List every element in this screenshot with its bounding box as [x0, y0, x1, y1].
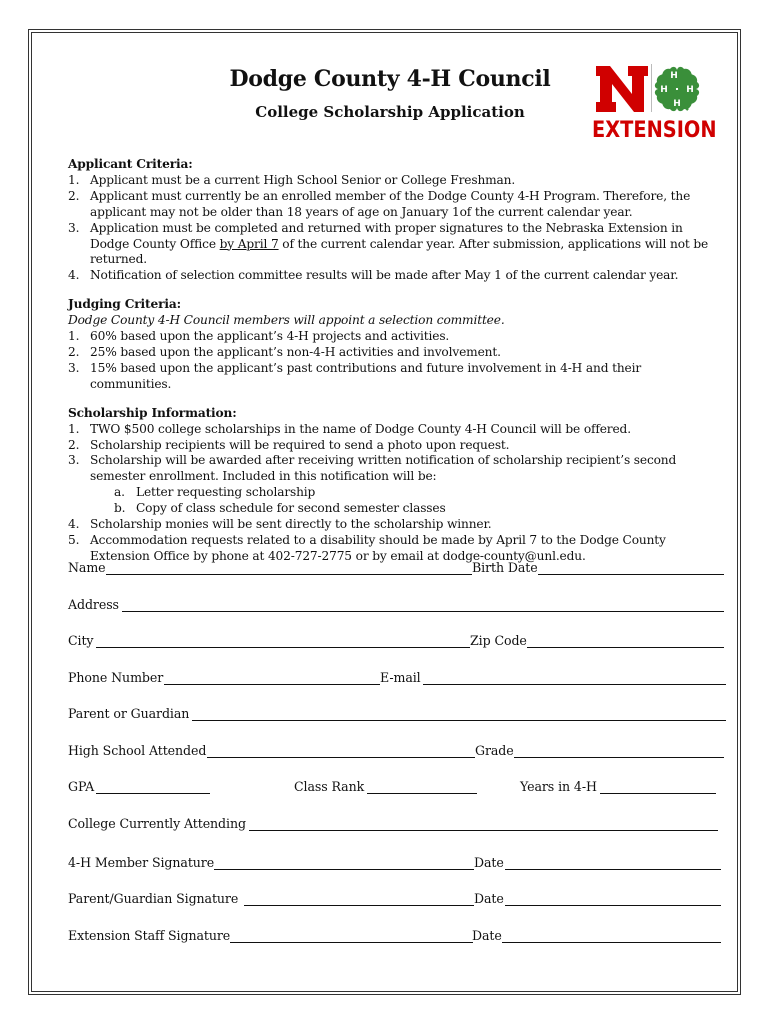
- form-row-city: [68, 633, 728, 651]
- parent-date-field[interactable]: [505, 905, 721, 906]
- name-label: Name: [68, 560, 106, 575]
- member-signature-label: 4-H Member Signature: [68, 855, 215, 870]
- birth-date-field[interactable]: [538, 574, 724, 575]
- criteria-content: [68, 157, 718, 565]
- phone-number-label: Phone Number: [68, 670, 164, 685]
- parent-guardian-label: Parent or Guardian: [68, 706, 190, 721]
- form-row-parent-signature: [68, 891, 728, 909]
- form-row-staff-signature: [68, 928, 728, 946]
- class-rank-label: Class Rank: [294, 779, 365, 794]
- college-attending-label: College Currently Attending: [68, 816, 246, 831]
- svg-text:H: H: [660, 85, 668, 95]
- list-item: b. Copy of class schedule for second semester classes: [114, 501, 446, 516]
- svg-text:H: H: [673, 99, 681, 109]
- birth-date-label: Birth Date: [472, 560, 538, 575]
- parent-signature-label: Parent/Guardian Signature: [68, 891, 239, 906]
- list-item: 3. Application must be completed and returned with proper signatures to the Nebraska Extension in Dodge County Office by April 7 of the current calendar year. After submission, applications will not be returned.: [68, 220, 709, 267]
- gpa-label: GPA: [68, 779, 95, 794]
- judging-note: Dodge County 4-H Council members will appoint a selection committee.: [68, 313, 505, 328]
- notification-sub-list: [68, 485, 718, 517]
- list-item: 2. Scholarship recipients will be required to send a photo upon request.: [68, 437, 510, 452]
- list-item: 4. Scholarship monies will be sent directly to the scholarship winner.: [68, 517, 492, 532]
- form-row-college: [68, 816, 728, 834]
- years-in-4h-field[interactable]: [600, 793, 716, 794]
- list-item: 3. Scholarship will be awarded after receiving written notification of scholarship recipient’s second semester enrollment. Included in this notification will be:: [68, 453, 677, 484]
- form-row-address: [68, 597, 728, 615]
- parent-signature-field[interactable]: [244, 905, 474, 906]
- list-item: 5. Accommodation requests related to a disability should be made by April 7 to the Dodge County Extension Office by phone at 402-727-2775 or by email at dodge-county@unl.edu.: [68, 532, 666, 563]
- high-school-field[interactable]: [207, 757, 475, 758]
- list-item: 3. 15% based upon the applicant’s past contributions and future involvement in 4-H and their communities.: [68, 360, 642, 391]
- form-row-name: [68, 560, 728, 578]
- address-field[interactable]: [122, 611, 724, 612]
- judging-criteria-list: [68, 329, 718, 393]
- email-label: E-mail: [380, 670, 421, 685]
- scholarship-information-heading: Scholarship Information:: [68, 405, 237, 420]
- scholarship-information-list-cont: [68, 517, 718, 565]
- grade-label: Grade: [475, 743, 514, 758]
- list-item: 1. 60% based upon the applicant’s 4-H projects and activities.: [68, 329, 450, 344]
- page-title: Dodge County 4-H Council: [229, 66, 551, 92]
- applicant-criteria-heading: Applicant Criteria:: [68, 157, 193, 171]
- 4h-clover-icon: [654, 64, 700, 114]
- high-school-label: High School Attended: [68, 743, 207, 758]
- staff-date-field[interactable]: [502, 942, 721, 943]
- class-rank-field[interactable]: [367, 793, 477, 794]
- judging-criteria-heading: Judging Criteria:: [68, 297, 181, 312]
- nebraska-extension-4h-logo: [590, 62, 717, 148]
- form-row-phone: [68, 670, 728, 688]
- svg-text:H: H: [670, 71, 678, 81]
- city-field[interactable]: [96, 647, 470, 648]
- staff-date-label: Date: [472, 928, 502, 943]
- form-row-school: [68, 743, 728, 761]
- zip-code-field[interactable]: [527, 647, 724, 648]
- email-field[interactable]: [423, 684, 726, 685]
- phone-number-field[interactable]: [164, 684, 380, 685]
- list-item: 4. Notification of selection committee results will be made after May 1 of the current calendar year.: [68, 268, 679, 283]
- list-item: 1. Applicant must be a current High School Senior or College Freshman.: [68, 172, 516, 187]
- logo-divider: [651, 64, 652, 112]
- list-item: 1. TWO $500 college scholarships in the name of Dodge County 4-H Council will be offered.: [68, 421, 631, 436]
- list-item: a. Letter requesting scholarship: [114, 485, 316, 500]
- address-label: Address: [68, 597, 119, 612]
- parent-guardian-field[interactable]: [192, 720, 726, 721]
- nebraska-n-icon: [594, 64, 650, 114]
- staff-signature-label: Extension Staff Signature: [68, 928, 231, 943]
- extension-wordmark: EXTENSION: [592, 118, 717, 143]
- form-row-parent: [68, 706, 728, 724]
- member-date-label: Date: [474, 855, 504, 870]
- grade-field[interactable]: [514, 757, 724, 758]
- applicant-criteria-list: [68, 173, 718, 284]
- college-attending-field[interactable]: [249, 830, 718, 831]
- parent-date-label: Date: [474, 891, 504, 906]
- form-row-member-signature: [68, 855, 728, 873]
- list-item: 2. Applicant must currently be an enrolled member of the Dodge County 4-H Program. Therefore, the applicant may not be older than 18 years of age on January 1of the current calendar year.: [68, 188, 691, 219]
- city-label: City: [68, 633, 94, 648]
- gpa-field[interactable]: [96, 793, 210, 794]
- member-date-field[interactable]: [505, 869, 721, 870]
- list-item: 2. 25% based upon the applicant’s non-4-H activities and involvement.: [68, 344, 501, 359]
- page-subtitle: College Scholarship Application: [255, 103, 525, 121]
- zip-code-label: Zip Code: [470, 633, 527, 648]
- form-row-gpa: [68, 779, 728, 797]
- deadline-underlined: by April 7: [219, 236, 279, 251]
- member-signature-field[interactable]: [214, 869, 474, 870]
- staff-signature-field[interactable]: [230, 942, 473, 943]
- years-in-4h-label: Years in 4-H: [520, 779, 597, 794]
- name-field[interactable]: [106, 574, 472, 575]
- scholarship-information-list: [68, 422, 718, 486]
- svg-text:H: H: [686, 85, 694, 95]
